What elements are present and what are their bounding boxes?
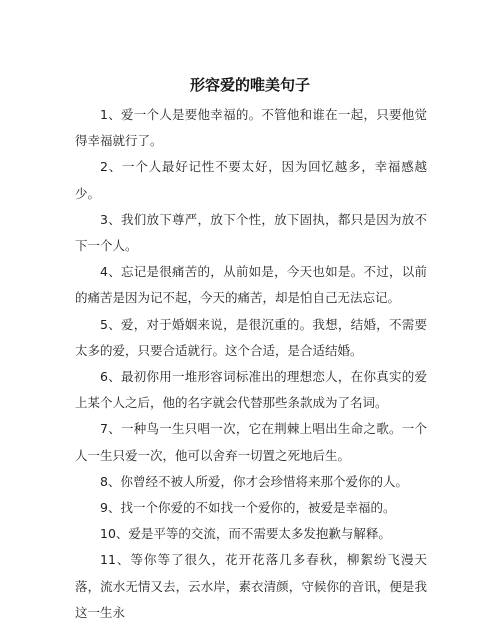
paragraph-3: 3、我们放下尊严，放下个性，放下固执，都只是因为放不下一个人。: [75, 211, 427, 254]
paragraph-6: 6、最初你用一堆形容词标准出的理想恋人，在你真实的爱上某个人之后，他的名字就会代替那些条款成为了名词。: [75, 369, 427, 411]
document-title: 形容爱的唯美句子: [189, 76, 310, 94]
paragraph-11: 11、等你等了很久，花开花落几多春秋，柳絮纷飞漫天落，流水无情又去，云水岸，素衣清颜，守候你的音讯，便是我这一生永: [75, 552, 427, 620]
paragraph-4: 4、忘记是很痛苦的，从前如是，今天也如是。不过，以前的痛苦是因为记不起，今天的痛苦，却是怕自己无法忘记。: [75, 264, 427, 306]
paragraph-2: 2、一个人最好记性不要太好，因为回忆越多，幸福感越少。: [75, 159, 427, 201]
document-body: [75, 102, 427, 626]
paragraph-8: 8、你曾经不被人所爱，你才会珍惜将来那个爱你的人。: [100, 473, 408, 489]
paragraph-7: 7、一种鸟一生只唱一次，它在荆棘上唱出生命之歌。一个人一生只爱一次，他可以舍弃一切置之死地后生。: [75, 421, 427, 463]
paragraph-10: 10、爱是平等的交流，而不需要太多发抱歉与解释。: [100, 526, 391, 542]
paragraph-5: 5、爱，对于婚姻来说，是很沉重的。我想，结婚，不需要太多的爱，只要合适就行。这个合适，是合适结婚。: [75, 316, 427, 358]
paragraph-9: 9、找一个你爱的不如找一个爱你的，被爱是幸福的。: [100, 500, 396, 516]
paragraph-1: 1、爱一个人是要他幸福的。不管他和谁在一起，只要他觉得幸福就行了。: [75, 107, 427, 149]
